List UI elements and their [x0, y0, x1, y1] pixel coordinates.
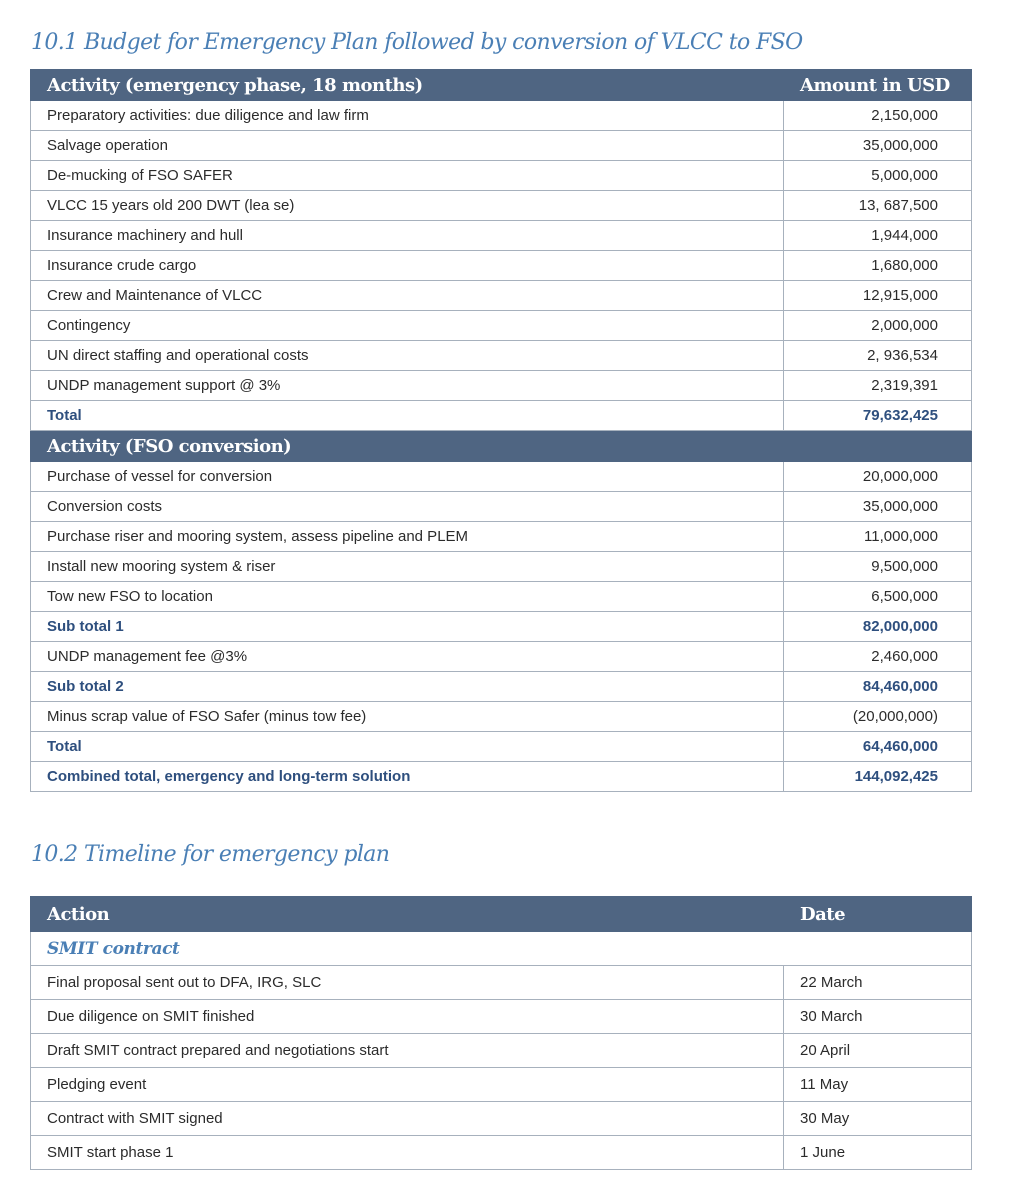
budget-row: [31, 161, 972, 191]
activity-cell: Minus scrap value of FSO Safer (minus tow fee): [31, 702, 784, 732]
budget-row: [31, 281, 972, 311]
amount-cell: 9,500,000: [784, 552, 972, 582]
date-cell: 30 March: [784, 1000, 972, 1034]
timeline-section-title: 10.2 Timeline for emergency plan: [31, 842, 390, 867]
budget-row: [31, 522, 972, 552]
total-label: Total: [31, 732, 784, 762]
timeline-table: [30, 896, 972, 1170]
date-column-header: Date: [784, 897, 972, 932]
timeline-row: [31, 1102, 972, 1136]
amount-cell: 2,000,000: [784, 311, 972, 341]
emergency-total-row: [31, 401, 972, 431]
budget-row: [31, 341, 972, 371]
timeline-header-row: [31, 897, 972, 932]
action-cell: SMIT start phase 1: [31, 1136, 784, 1170]
activity-cell: Tow new FSO to location: [31, 582, 784, 612]
subtotal-label: Sub total 1: [31, 612, 784, 642]
subtotal-1-row: [31, 612, 972, 642]
management-fee-row: [31, 642, 972, 672]
activity-cell: UN direct staffing and operational costs: [31, 341, 784, 371]
budget-row: [31, 131, 972, 161]
activity-cell: UNDP management fee @3%: [31, 642, 784, 672]
amount-cell: 35,000,000: [784, 131, 972, 161]
subtotal-2-row: [31, 672, 972, 702]
combined-total-row: [31, 762, 972, 792]
budget-row: [31, 462, 972, 492]
action-cell: Draft SMIT contract prepared and negotiations start: [31, 1034, 784, 1068]
activity-cell: Conversion costs: [31, 492, 784, 522]
total-amount: 79,632,425: [784, 401, 972, 431]
amount-cell: 12,915,000: [784, 281, 972, 311]
budget-row: [31, 311, 972, 341]
total-amount: 64,460,000: [784, 732, 972, 762]
group-label: SMIT contract: [31, 932, 972, 966]
activity-cell: VLCC 15 years old 200 DWT (lea se): [31, 191, 784, 221]
budget-row: [31, 582, 972, 612]
amount-cell: 13, 687,500: [784, 191, 972, 221]
total-label: Total: [31, 401, 784, 431]
date-cell: 11 May: [784, 1068, 972, 1102]
budget-row: [31, 492, 972, 522]
amount-cell: 6,500,000: [784, 582, 972, 612]
amount-cell: 5,000,000: [784, 161, 972, 191]
subtotal-amount: 82,000,000: [784, 612, 972, 642]
budget-header-row: [31, 70, 972, 101]
activity-cell: Install new mooring system & riser: [31, 552, 784, 582]
conversion-section-header: Activity (FSO conversion): [31, 431, 784, 462]
budget-table: [30, 69, 972, 792]
subtotal-amount: 84,460,000: [784, 672, 972, 702]
activity-cell: Insurance crude cargo: [31, 251, 784, 281]
timeline-row: [31, 966, 972, 1000]
amount-cell: 20,000,000: [784, 462, 972, 492]
amount-cell: 1,944,000: [784, 221, 972, 251]
amount-cell: 1,680,000: [784, 251, 972, 281]
date-cell: 30 May: [784, 1102, 972, 1136]
action-cell: Due diligence on SMIT finished: [31, 1000, 784, 1034]
budget-row: [31, 101, 972, 131]
timeline-row: [31, 1068, 972, 1102]
action-cell: Pledging event: [31, 1068, 784, 1102]
amount-cell: 2,460,000: [784, 642, 972, 672]
date-cell: 20 April: [784, 1034, 972, 1068]
combined-total-label: Combined total, emergency and long-term solution: [31, 762, 784, 792]
amount-column-header: Amount in USD: [784, 70, 972, 101]
budget-row: [31, 371, 972, 401]
amount-cell: 2, 936,534: [784, 341, 972, 371]
amount-cell: (20,000,000): [784, 702, 972, 732]
date-cell: 1 June: [784, 1136, 972, 1170]
conversion-header-row: [31, 431, 972, 462]
amount-cell: 2,150,000: [784, 101, 972, 131]
activity-cell: De-mucking of FSO SAFER: [31, 161, 784, 191]
date-cell: 22 March: [784, 966, 972, 1000]
activity-cell: Crew and Maintenance of VLCC: [31, 281, 784, 311]
timeline-row: [31, 1000, 972, 1034]
action-cell: Final proposal sent out to DFA, IRG, SLC: [31, 966, 784, 1000]
timeline-row: [31, 1136, 972, 1170]
scrap-value-row: [31, 702, 972, 732]
action-cell: Contract with SMIT signed: [31, 1102, 784, 1136]
budget-row: [31, 191, 972, 221]
budget-row: [31, 251, 972, 281]
timeline-group-row: [31, 932, 972, 966]
amount-cell: 11,000,000: [784, 522, 972, 552]
activity-cell: Contingency: [31, 311, 784, 341]
amount-cell: 2,319,391: [784, 371, 972, 401]
budget-row: [31, 221, 972, 251]
activity-cell: Insurance machinery and hull: [31, 221, 784, 251]
activity-cell: Preparatory activities: due diligence and law firm: [31, 101, 784, 131]
budget-section-title: 10.1 Budget for Emergency Plan followed by conversion of VLCC to FSO: [31, 30, 803, 55]
activity-cell: Purchase of vessel for conversion: [31, 462, 784, 492]
budget-row: [31, 552, 972, 582]
conversion-header-blank: [784, 431, 972, 462]
activity-cell: Salvage operation: [31, 131, 784, 161]
amount-cell: 35,000,000: [784, 492, 972, 522]
subtotal-label: Sub total 2: [31, 672, 784, 702]
combined-total-amount: 144,092,425: [784, 762, 972, 792]
timeline-row: [31, 1034, 972, 1068]
activity-cell: UNDP management support @ 3%: [31, 371, 784, 401]
activity-column-header: Activity (emergency phase, 18 months): [31, 70, 784, 101]
action-column-header: Action: [31, 897, 784, 932]
conversion-total-row: [31, 732, 972, 762]
activity-cell: Purchase riser and mooring system, assess pipeline and PLEM: [31, 522, 784, 552]
